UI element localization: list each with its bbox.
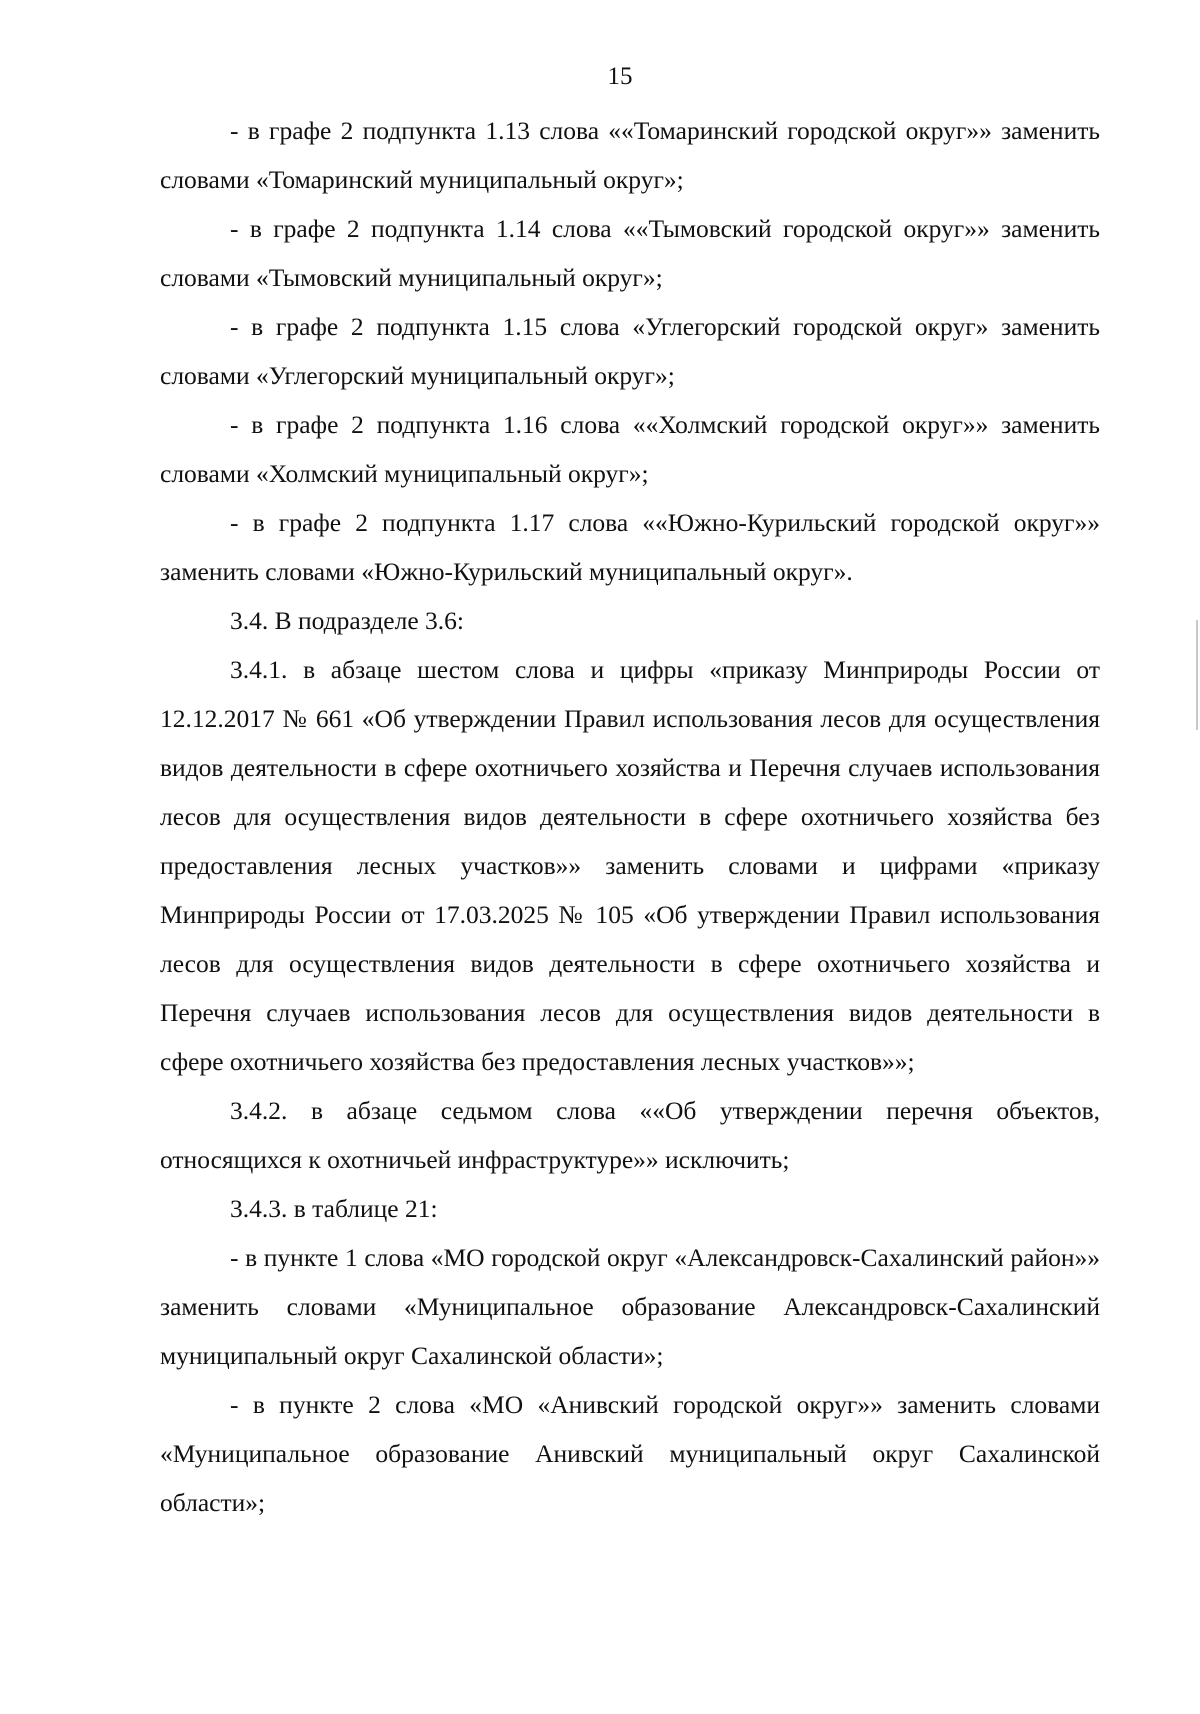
paragraph-item-1-13: - в графе 2 подпункта 1.13 слова ««Томаринский городской округ»» заменить словами «Томаринский муниципальный округ»; [160,116,1100,194]
paragraph-item-1-14: - в графе 2 подпункта 1.14 слова ««Тымовский городской округ»» заменить словами «Тымовский муниципальный округ»; [160,214,1100,292]
paragraph-section-3-4-3: 3.4.3. в таблице 21: [230,1194,438,1223]
paragraph-item-1-15: - в графе 2 подпункта 1.15 слова «Углегорский городской округ» заменить словами «Углегорский муниципальный округ»; [160,312,1100,390]
document-body [160,106,1100,1527]
paragraph-section-3-4: 3.4. В подразделе 3.6: [230,606,464,635]
paragraph-table-item-2: - в пункте 2 слова «МО «Анивский городской округ»» заменить словами «Муниципальное образование Анивский муниципальный округ Сахалинской области»; [160,1390,1100,1517]
paragraph-section-3-4-1: 3.4.1. в абзаце шестом слова и цифры «приказу Минприроды России от 12.12.2017 № 661 «Об утверждении Правил использования лесов для осуществления видов деятельности в сфере охотничьего хозяйства и Перечня случаев использования лесов для осуществления видов деятельности в сфере охотничьего хозяйства без предоставления лесных участков»» заменить словами и цифрами «приказу Минприроды России от 17.03.2025 № 105 «Об утверждении Правил использования лесов для осуществления видов деятельности в сфере охотничьего хозяйства и Перечня случаев использования лесов для осуществления видов деятельности в сфере охотничьего хозяйства без предоставления лесных участков»»; [160,655,1100,1076]
paragraph-section-3-4-2: 3.4.2. в абзаце седьмом слова ««Об утверждении перечня объектов, относящихся к охотничьей инфраструктуре»» исключить; [160,1096,1100,1174]
paragraph-table-item-1: - в пункте 1 слова «МО городской округ «Александровск-Сахалинский район»» заменить словами «Муниципальное образование Александровск-Сахалинский муниципальный округ Сахалинской области»; [160,1243,1100,1370]
scan-edge-mark [1196,620,1198,730]
page-number: 15 [607,63,633,90]
paragraph-item-1-16: - в графе 2 подпункта 1.16 слова ««Холмский городской округ»» заменить словами «Холмский муниципальный округ»; [160,410,1100,488]
paragraph-item-1-17: - в графе 2 подпункта 1.17 слова ««Южно-Курильский городской округ»» заменить словами «Южно-Курильский муниципальный округ». [160,508,1100,586]
